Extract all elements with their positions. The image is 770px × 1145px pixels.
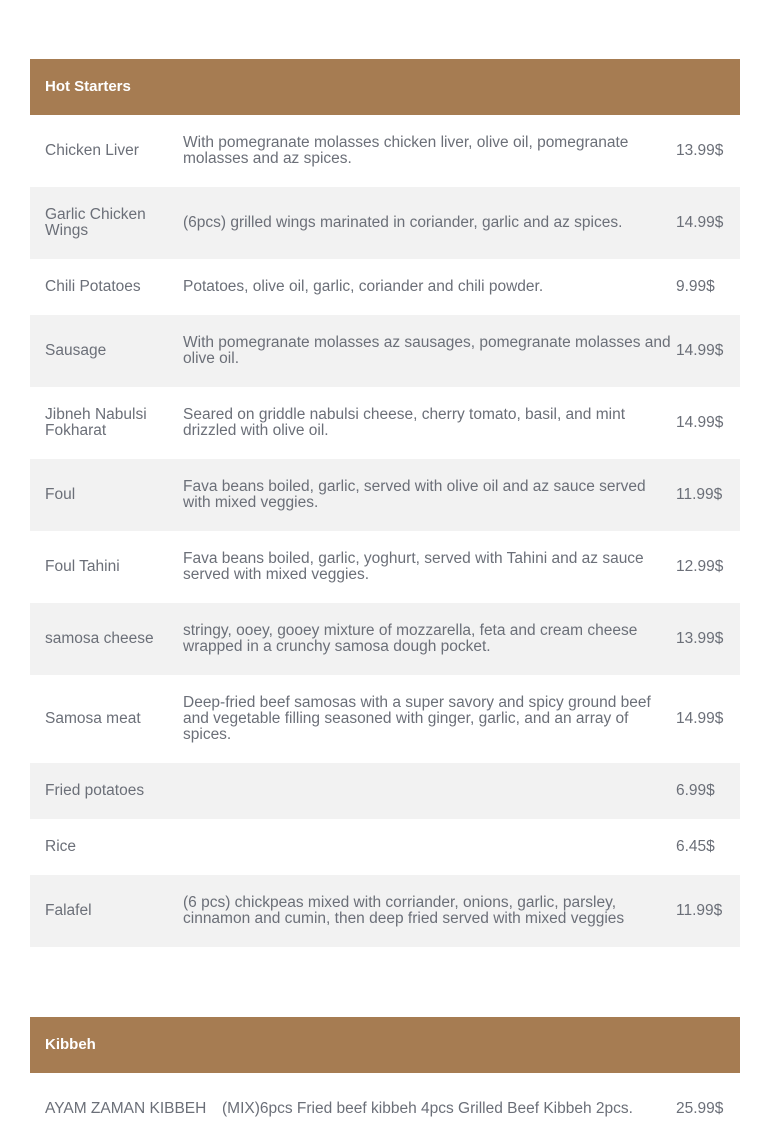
item-price: 13.99$ xyxy=(676,603,740,675)
item-name: Fried potatoes xyxy=(30,763,183,819)
item-description: Deep-fried beef samosas with a super savory and spicy ground beef and vegetable filling seasoned with ginger, garlic, and an array of spices. xyxy=(183,675,676,763)
item-name: Chili Potatoes xyxy=(30,259,183,315)
item-description: (MIX)6pcs Fried beef kibbeh 4pcs Grilled Beef Kibbeh 2pcs. xyxy=(222,1073,676,1145)
item-price: 6.45$ xyxy=(676,819,740,875)
menu-table xyxy=(30,1073,740,1145)
section-title: Kibbeh xyxy=(30,1017,740,1073)
item-price: 13.99$ xyxy=(676,115,740,187)
item-description: With pomegranate molasses az sausages, pomegranate molasses and olive oil. xyxy=(183,315,676,387)
menu-item-row xyxy=(30,259,740,315)
item-price: 12.99$ xyxy=(676,531,740,603)
menu-item-row xyxy=(30,315,740,387)
item-description: (6 pcs) chickpeas mixed with corriander, onions, garlic, parsley, cinnamon and cumin, then deep fried served with mixed veggies xyxy=(183,875,676,947)
menu-item-row xyxy=(30,187,740,259)
menu-item-row xyxy=(30,1073,740,1145)
menu-item-row xyxy=(30,875,740,947)
section-title: Hot Starters xyxy=(30,59,740,115)
item-name: samosa cheese xyxy=(30,603,183,675)
item-price: 14.99$ xyxy=(676,315,740,387)
item-price: 6.99$ xyxy=(676,763,740,819)
menu-item-row xyxy=(30,819,740,875)
menu-item-row xyxy=(30,115,740,187)
item-price: 11.99$ xyxy=(676,459,740,531)
item-description: (6pcs) grilled wings marinated in coriander, garlic and az spices. xyxy=(183,187,676,259)
item-price: 14.99$ xyxy=(676,675,740,763)
item-description: Fava beans boiled, garlic, yoghurt, served with Tahini and az sauce served with mixed veggies. xyxy=(183,531,676,603)
item-description: Fava beans boiled, garlic, served with olive oil and az sauce served with mixed veggies. xyxy=(183,459,676,531)
item-name: Foul xyxy=(30,459,183,531)
item-name: Foul Tahini xyxy=(30,531,183,603)
item-description xyxy=(183,819,676,875)
menu-section-hot-starters xyxy=(30,59,740,947)
item-price: 14.99$ xyxy=(676,387,740,459)
item-name: Chicken Liver xyxy=(30,115,183,187)
item-price: 14.99$ xyxy=(676,187,740,259)
menu-item-row xyxy=(30,459,740,531)
item-price: 11.99$ xyxy=(676,875,740,947)
item-description: stringy, ooey, gooey mixture of mozzarella, feta and cream cheese wrapped in a crunchy samosa dough pocket. xyxy=(183,603,676,675)
item-name: Garlic Chicken Wings xyxy=(30,187,183,259)
item-price: 9.99$ xyxy=(676,259,740,315)
menu-item-row xyxy=(30,675,740,763)
menu-item-row xyxy=(30,531,740,603)
item-name: Jibneh Nabulsi Fokharat xyxy=(30,387,183,459)
menu-item-row xyxy=(30,763,740,819)
menu-item-row xyxy=(30,387,740,459)
item-description: Potatoes, olive oil, garlic, coriander and chili powder. xyxy=(183,259,676,315)
item-name: Sausage xyxy=(30,315,183,387)
item-name: Samosa meat xyxy=(30,675,183,763)
item-price: 25.99$ xyxy=(676,1073,740,1145)
menu-item-row xyxy=(30,603,740,675)
item-description: With pomegranate molasses chicken liver, olive oil, pomegranate molasses and az spices. xyxy=(183,115,676,187)
menu-table xyxy=(30,115,740,947)
item-description: Seared on griddle nabulsi cheese, cherry tomato, basil, and mint drizzled with olive oil. xyxy=(183,387,676,459)
item-name: Rice xyxy=(30,819,183,875)
item-name: AYAM ZAMAN KIBBEH xyxy=(30,1073,222,1145)
item-name: Falafel xyxy=(30,875,183,947)
item-description xyxy=(183,763,676,819)
menu-section-kibbeh xyxy=(30,1017,740,1145)
